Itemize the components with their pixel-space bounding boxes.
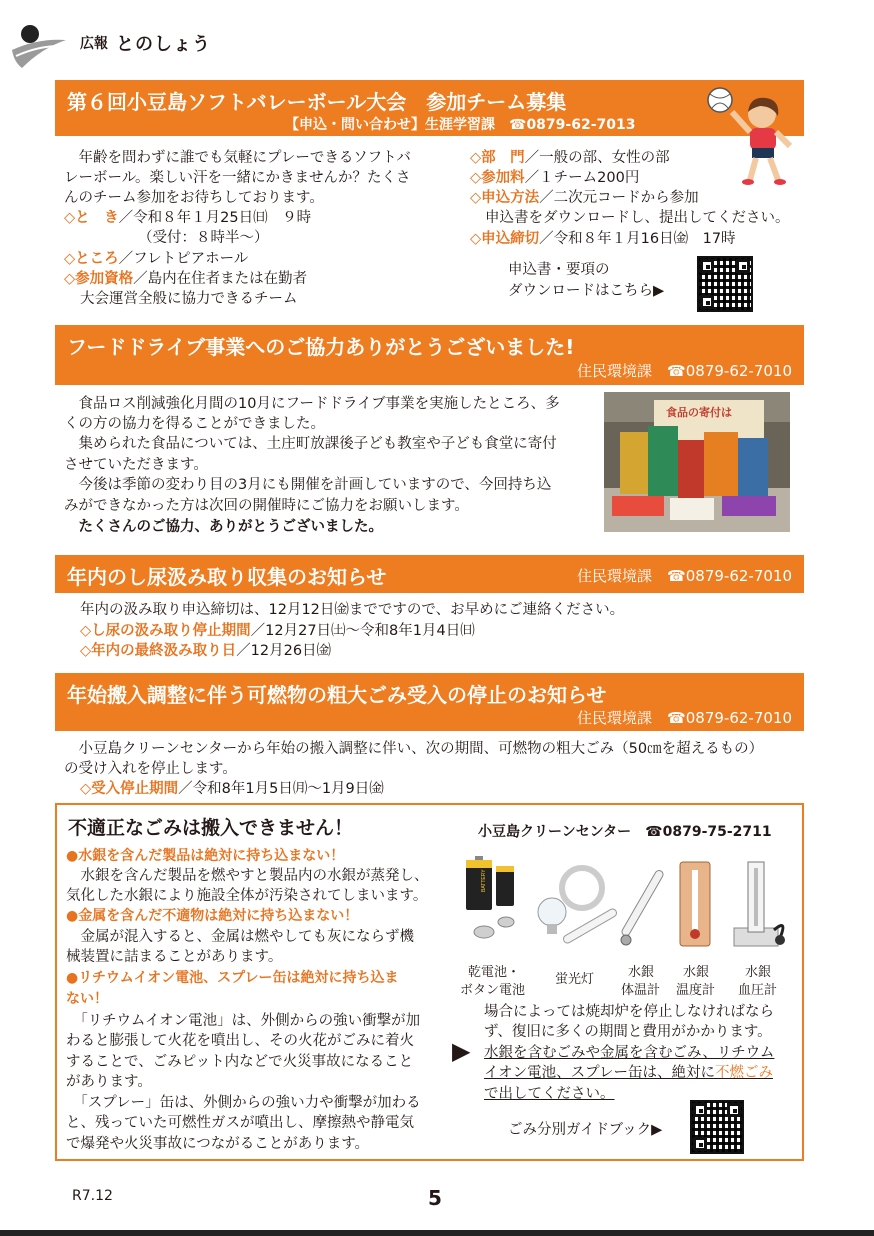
box-h2: ●金属を含んだ不適物は絶対に持ち込まない！: [66, 908, 359, 924]
sec4-period-value: ／令和8年1月5日㈪〜1月9日㈮: [178, 781, 384, 797]
sec3-last: [80, 641, 331, 661]
box-p3-6: と、残っていた可燃性ガスが噴出し、摩擦熱や静電気: [66, 1115, 414, 1131]
box-p2-1: 金属が混入すると、金属は燃やしても灰にならず機: [66, 929, 414, 945]
item-thermometer-label-2: 体温計: [621, 983, 661, 998]
header-prefix: 広報: [80, 36, 108, 52]
sec1-when-value: ／令和８年１月25日㈰ ９時: [118, 210, 312, 226]
sec1-title: 第６回小豆島ソフトバレーボール大会 参加チーム募集: [67, 90, 567, 114]
sec1-when: [64, 208, 311, 228]
sec4-body-1: 小豆島クリーンセンターから年始の搬入調整に伴い、次の期間、可燃物の粗大ごみ（50㎝を超えるもの）: [64, 741, 764, 757]
battery-text: BATTERY: [481, 869, 487, 892]
fluorescent-lamp-icon: [530, 862, 622, 948]
sec2-body-1: 食品ロス削減強化月間の10月にフードドライブ事業を実施したところ、多: [64, 396, 560, 412]
sec1-division-label: ◇部 門: [470, 150, 525, 166]
sec2-body-5: 今後は季節の変わり目の3月にも開催を計画していますので、今回持ち込: [64, 477, 552, 493]
page-number: 5: [428, 1186, 442, 1210]
sec2-title: フードドライブ事業へのご協力ありがとうございました!: [67, 335, 575, 359]
sec1-method-label: ◇申込方法: [470, 190, 540, 206]
sec1-qual-label: ◇参加資格: [64, 271, 134, 287]
item-battery-label-1: 乾電池・: [468, 965, 521, 980]
sec1-qual: [64, 269, 307, 289]
sec3-stop: [80, 621, 475, 641]
food-drive-photo: [604, 392, 790, 532]
sec3-title: 年内のし尿汲み取り収集のお知らせ: [67, 565, 387, 589]
sec4-title: 年始搬入調整に伴う可燃物の粗大ごみ受入の停止のお知らせ: [67, 683, 607, 707]
sec3-stop-value: ／12月27日㈯〜令和8年1月4日㈰: [250, 623, 475, 639]
sec1-where-value: ／フレトピアホール: [118, 251, 249, 267]
sec1-method: [470, 188, 699, 208]
sec1-body-2: レーボール。楽しい汗を一緒にかきませんか？たくさ: [64, 170, 411, 186]
box-p3-7: で爆発や火災事故につながることがあります。: [66, 1136, 370, 1152]
sec1-where-label: ◇ところ: [64, 251, 119, 267]
sec1-when-sub: （受付：８時半〜）: [138, 230, 269, 246]
sec2-body-4: させていただきます。: [64, 457, 208, 473]
item-bp-meter-label-1: 水銀: [745, 965, 772, 980]
sec1-title-bar: [55, 80, 804, 136]
footer-line: [0, 1230, 874, 1236]
sec1-qr-code[interactable]: [697, 256, 753, 312]
sec2-title-bar: [55, 325, 804, 385]
room-thermometer-icon: [678, 860, 712, 948]
box-h3b: ない！: [66, 991, 108, 1007]
sec1-deadline-label: ◇申込締切: [470, 231, 540, 247]
box-r1: 場合によっては焼却炉を停止しなければなら: [484, 1004, 774, 1020]
sec2-body-3: 集められた食品については、土庄町放課後子ども教室や子ども食堂に寄付: [64, 436, 557, 452]
item-bp-meter-label-2: 血圧計: [738, 983, 778, 998]
item-room-thermometer-label-1: 水銀: [683, 965, 710, 980]
box-title: 不適正なごみは搬入できません！: [68, 817, 354, 839]
sec2-body-2: くの方の協力を得ることができました。: [64, 416, 325, 432]
sec1-fee: [470, 168, 639, 188]
header-logo: [8, 10, 70, 72]
box-p2-2: 械装置に詰まることがあります。: [66, 949, 283, 965]
box-r4b: 不燃ごみ: [714, 1065, 773, 1081]
guide-link[interactable]: ごみ分別ガイドブック▶: [508, 1122, 663, 1138]
arrow-icon: ▶: [452, 1037, 471, 1065]
sec1-contact: 【申込・問い合わせ】生涯学習課 ☎0879-62-7013: [285, 117, 636, 133]
sec3-last-value: ／12月26日㈮: [236, 643, 332, 659]
item-lamp-label: 蛍光灯: [555, 972, 595, 987]
box-p3-1: 「リチウムイオン電池」は、外側からの強い衝撃が加: [66, 1013, 421, 1029]
box-p3-4: があります。: [66, 1074, 152, 1090]
item-room-thermometer-label-2: 温度計: [676, 983, 716, 998]
sec1-download-link[interactable]: ダウンロードはこちら▶: [508, 283, 665, 299]
guide-qr-code[interactable]: [690, 1100, 744, 1154]
sec2-thanks: たくさんのご協力、ありがとうございました。: [64, 519, 383, 535]
box-center-contact: 小豆島クリーンセンター ☎0879-75-2711: [478, 824, 772, 840]
sec4-body-2: の受け入れを停止します。: [64, 761, 237, 777]
sec1-division: [470, 148, 670, 168]
box-p3-3: することで、ごみピット内などで火災事故になること: [66, 1054, 414, 1070]
blood-pressure-meter-icon: [730, 858, 792, 948]
sec1-where: [64, 249, 248, 269]
box-r3: 水銀を含むごみや金属を含むごみ、リチウム: [484, 1045, 775, 1061]
photo-sign-text: 食品の寄付は: [666, 406, 732, 419]
item-thermometer-label-1: 水銀: [628, 965, 655, 980]
sec1-fee-value: ／１チーム200円: [524, 170, 640, 186]
sec4-title-bar: [55, 673, 804, 731]
sec1-qual-value: ／島内在住者または在勤者: [133, 271, 308, 287]
header-title: とのしょう: [116, 34, 211, 55]
volleyball-illustration: [700, 82, 810, 190]
issue-date: R7.12: [72, 1188, 113, 1204]
sec2-contact: 住民環境課 ☎0879-62-7010: [577, 362, 792, 380]
sec3-body: 年内の汲み取り申込締切は、12月12日㈮までですので、お早めにご連絡ください。: [80, 602, 625, 618]
sec1-division-value: ／一般の部、女性の部: [524, 150, 670, 166]
thermometer-icon: [618, 862, 666, 948]
sec4-period-label: ◇受入停止期間: [80, 781, 179, 797]
sec3-last-label: ◇年内の最終汲み取り日: [80, 643, 237, 659]
box-h1: ●水銀を含んだ製品は絶対に持ち込まない！: [66, 848, 345, 864]
sec3-title-bar: [55, 555, 804, 593]
box-r2: ず、復旧に多くの期間と費用がかかります。: [484, 1024, 772, 1040]
sec4-period: [80, 779, 384, 799]
box-h3a: ●リチウムイオン電池、スプレー缶は絶対に持ち込ま: [66, 970, 399, 986]
sec1-fee-label: ◇参加料: [470, 170, 525, 186]
box-r4a: イオン電池、スプレー缶は、絶対に: [484, 1065, 715, 1081]
sec3-contact: 住民環境課 ☎0879-62-7010: [577, 567, 792, 585]
item-battery-label-2: ボタン電池: [460, 983, 526, 998]
sec4-contact: 住民環境課 ☎0879-62-7010: [577, 709, 792, 727]
sec1-method-sub: 申込書をダウンロードし、提出してください。: [485, 210, 790, 226]
sec1-download-1: 申込書・要項の: [508, 262, 610, 278]
box-p3-2: わると膨張して火花を噴出し、その火花がごみに着火: [66, 1033, 414, 1049]
battery-icon: [462, 852, 522, 942]
sec1-deadline: [470, 229, 736, 249]
sec2-body-6: みができなかった方は次回の開催時にご協力をお願いします。: [64, 498, 469, 514]
box-p1-1: 水銀を含んだ製品を燃やすと製品内の水銀が蒸発し、: [66, 868, 429, 884]
box-r4: [484, 1063, 773, 1083]
sec1-body-1: 年齢を問わずに誰でも気軽にプレーできるソフトバ: [64, 150, 411, 166]
sec1-when-label: ◇と き: [64, 210, 119, 226]
sec1-method-value: ／二次元コードから参加: [539, 190, 699, 206]
sec1-body-3: んのチーム参加をお待ちしております。: [64, 190, 324, 206]
sec3-stop-label: ◇し尿の汲み取り停止期間: [80, 623, 251, 639]
box-r5: で出してください。: [484, 1086, 615, 1102]
box-p1-2: 気化した水銀により施設全体が汚染されてしまいます。: [66, 888, 428, 904]
sec1-qual-sub: 大会運営全般に協力できるチーム: [80, 291, 298, 307]
sec1-deadline-value: ／令和８年１月16日㈮ 17時: [539, 231, 736, 247]
box-p3-5: 「スプレー」缶は、外側からの強い力や衝撃が加わる: [66, 1095, 421, 1111]
